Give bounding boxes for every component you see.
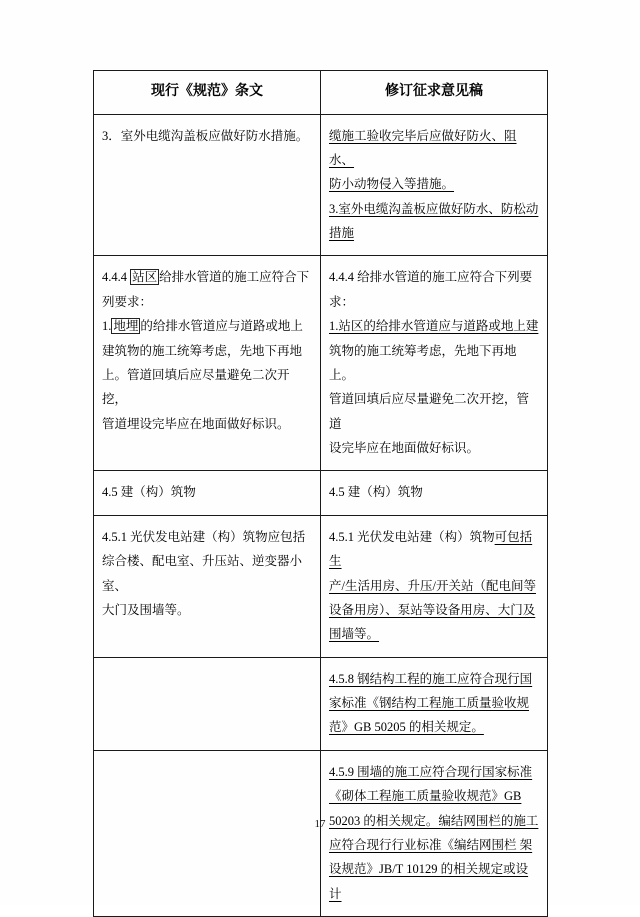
cell-revision-draft: [321, 750, 548, 916]
paragraph-line: 1.站区的给排水管道应与道路或地上建: [329, 319, 539, 334]
empty-paragraph: [102, 760, 312, 784]
paragraph-line: 1. 地埋 的给排水管道应与道路或地上: [102, 319, 303, 334]
cell-revision-draft: [321, 471, 548, 515]
paragraph-line: 《砌体工程施工质量验收规范》GB: [329, 789, 522, 804]
page-number: 17: [314, 818, 326, 830]
table-row: [94, 515, 548, 657]
paragraph-line: 4.5.1 光伏发电站建（构）筑物应包括: [102, 529, 306, 544]
paragraph-line: 家标准《钢结构工程施工质量验收规: [329, 696, 530, 711]
paragraph-line: 产/生活用房、升压/开关站（配电间等: [329, 578, 536, 593]
paragraph-line: 设规范》JB/T 10129 的相关规定或设计: [329, 862, 529, 901]
paragraph-line: 列要求：: [102, 294, 153, 309]
table-header-row: [94, 71, 548, 115]
annotation-box: 地埋: [113, 319, 139, 334]
paragraph-line: 4.5.8 钢结构工程的施工应符合现行国: [329, 671, 533, 686]
annotation-box: 站区: [132, 270, 158, 285]
cell-current-code-empty: [94, 750, 321, 916]
paragraph-line: 求：: [329, 294, 355, 309]
paragraph-line: 设完毕应在地面做好标识。: [329, 441, 480, 456]
table-row: [94, 471, 548, 515]
table-row: [94, 114, 548, 256]
table-row: [94, 750, 548, 916]
paragraph-line: 4.5.1 光伏发电站建（构）筑物可包括生: [329, 529, 533, 569]
paragraph-line: 管道回填后应尽量避免二次开挖，管道: [329, 392, 530, 431]
paragraph-line: 设备用房）、泵站等设备用房、大门及: [329, 602, 536, 617]
paragraph-line: 50203 的相关规定。编结网围栏的施工: [329, 813, 539, 828]
cell-revision-draft: [321, 256, 548, 471]
cell-current-code-empty: [94, 657, 321, 750]
cell-revision-draft: [321, 515, 548, 657]
column-header-current-code: 现行《规范》条文: [94, 71, 321, 115]
revision-comparison-table: [93, 70, 548, 917]
paragraph-line: 3.室外电缆沟盖板应做好防水、防松动: [329, 201, 539, 216]
cell-current-code: [94, 515, 321, 657]
paragraph-line: 上。管道回填后应尽量避免二次开挖，: [102, 367, 290, 407]
paragraph-line: 范》GB 50205 的相关规定。: [329, 720, 484, 735]
cell-current-code: [94, 256, 321, 471]
paragraph-line: 3．室外电缆沟盖板应做好防水措施。: [102, 128, 309, 143]
paragraph-line: 缆施工验收完毕后应做好防火、阻水、: [329, 128, 517, 167]
paragraph-line: 4.5 建（构）筑物: [329, 485, 423, 500]
table-body: [94, 114, 548, 917]
empty-paragraph: [102, 667, 312, 691]
table-header: [94, 71, 548, 115]
paragraph-line: 4.4.4 给排水管道的施工应符合下列要: [329, 270, 533, 285]
cell-current-code: [94, 114, 321, 256]
paragraph-line: 围墙等。: [329, 627, 380, 642]
paragraph-line: 建筑物的施工统筹考虑，先地下再地: [102, 343, 303, 358]
cell-revision-draft: [321, 114, 548, 256]
table-row: [94, 256, 548, 471]
paragraph-line: 筑物的施工统筹考虑，先地下再地上。: [329, 343, 517, 382]
cell-revision-draft: [321, 657, 548, 750]
paragraph-line: 大门及围墙等。: [102, 602, 190, 617]
paragraph-line: 综合楼、配电室、升压站、逆变器小室、: [102, 554, 303, 593]
paragraph-line: 4.4.4 站区 给排水管道的施工应符合下: [102, 270, 310, 285]
underlined-revision-text: 可包括生: [329, 529, 533, 569]
paragraph-line: 应符合现行行业标准《编结网围栏 架: [329, 837, 533, 852]
paragraph-line: 管道埋设完毕应在地面做好标识。: [102, 416, 290, 431]
paragraph-line: 防小动物侵入等措施。: [329, 177, 455, 192]
table-row: [94, 657, 548, 750]
paragraph-line: 4.5.9 围墙的施工应符合现行国家标准: [329, 764, 533, 779]
paragraph-line: 措施: [329, 226, 355, 241]
column-header-revision-draft: 修订征求意见稿: [321, 71, 548, 115]
paragraph-line: 4.5 建（构）筑物: [102, 485, 196, 500]
cell-current-code: [94, 471, 321, 515]
